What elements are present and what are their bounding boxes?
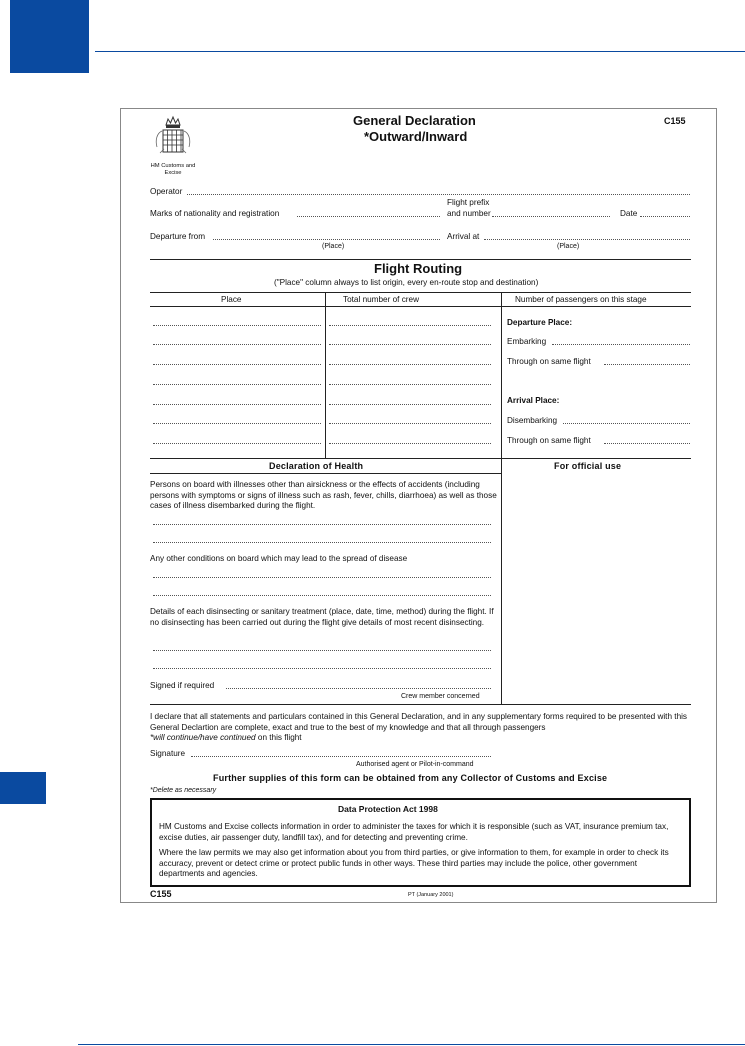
arrival-place-heading: Arrival Place: [507,396,560,405]
through-label: Through on same flight [507,436,591,445]
health-answer-1b[interactable] [153,542,491,543]
place-row-field[interactable] [153,423,321,424]
through-label: Through on same flight [507,357,591,366]
routing-col-divider [501,292,502,704]
crew-row-field[interactable] [329,423,491,424]
col-passengers-header: Number of passengers on this stage [515,295,647,304]
crew-signature-field[interactable] [226,688,491,689]
routing-title: Flight Routing [374,261,463,276]
side-tab-marker [0,772,46,804]
header-rule [95,51,745,52]
health-answer-2b[interactable] [153,595,491,596]
signed-if-required-label: Signed if required [150,681,215,690]
date-field[interactable] [640,216,690,217]
col-crew-header: Total number of crew [343,295,419,304]
disembarking-label: Disembarking [507,416,558,425]
form-subtitle: *Outward/Inward [364,129,468,144]
footer-version: PT (January 2001) [408,892,454,898]
footer-form-code: C155 [150,889,172,899]
data-protection-para-2: Where the law permits we may also get information about you from third parties, or give information to them, for example in order to check its accuracy, prevent or detect crime or protect public funds in other ways. These third parties may include the police, other government departments and agencies. [159,848,669,878]
arrival-place-hint: (Place) [557,243,580,250]
crew-row-field[interactable] [329,404,491,405]
crew-member-caption: Crew member concerned [401,693,480,700]
place-row-field[interactable] [153,443,321,444]
health-header-rule [150,473,501,474]
embarking-field[interactable] [552,344,690,345]
routing-header-rule [150,306,691,307]
operator-field[interactable] [187,194,690,195]
flight-prefix-label: Flight prefix [447,198,490,207]
crest-caption: HM Customs and Excise [150,163,196,176]
data-protection-para-1: HM Customs and Excise collects information in order to administer the taxes for which it is responsible (such as VAT, insurance premium tax, excise duties, air passenger duty, landfill tax), and for detecting and preventing crime. [159,822,669,842]
crew-row-field[interactable] [329,443,491,444]
crew-row-field[interactable] [329,325,491,326]
disembarking-field[interactable] [563,423,690,424]
declaration-text: I declare that all statements and particulars contained in this General Declaration, and in any supplementary forms required to be presented with this General Declartion are complete, exact and true to the best of my knowledge and that all through passengers *will continue/have continued on this flight [150,712,688,742]
place-row-field[interactable] [153,344,321,345]
departure-from-field[interactable] [213,239,440,240]
health-title: Declaration of Health [269,461,364,471]
routing-col-divider [325,292,326,458]
health-answer-3b[interactable] [153,668,491,669]
crew-row-field[interactable] [329,344,491,345]
place-row-field[interactable] [153,404,321,405]
signature-label: Signature [150,749,186,758]
health-section-bottom [150,704,691,705]
marks-label: Marks of nationality and registration [150,209,280,218]
divider [150,259,691,260]
place-row-field[interactable] [153,364,321,365]
arrival-at-field[interactable] [484,239,690,240]
data-protection-box [150,798,691,887]
form-title: General Declaration [353,113,476,128]
and-number-label: and number [447,209,491,218]
hm-customs-crest-icon [151,115,195,161]
health-question-1: Persons on board with illnesses other than airsickness or the effects of accidents (including persons with symptoms or signs of illness such as rash, fever, chills, diarrhoea) as well as those cases of illness disembarked during the flight. [150,480,497,510]
marks-field[interactable] [297,216,440,217]
through-departure-field[interactable] [604,364,690,365]
crew-row-field[interactable] [329,364,491,365]
crew-row-field[interactable] [329,384,491,385]
routing-table-bottom [150,458,691,459]
official-use-title: For official use [554,461,622,471]
general-declaration-form [120,108,717,903]
date-label: Date [620,209,638,218]
flight-number-field[interactable] [492,216,610,217]
health-answer-1a[interactable] [153,524,491,525]
further-supplies-text: Further supplies of this form can be obtained from any Collector of Customs and Excise [213,773,608,783]
departure-place-heading: Departure Place: [507,318,573,327]
data-protection-title: Data Protection Act 1998 [338,804,438,814]
health-answer-3a[interactable] [153,650,491,651]
health-question-2: Any other conditions on board which may lead to the spread of disease [150,554,408,563]
corner-color-block [10,0,89,73]
routing-table-top [150,292,691,293]
embarking-label: Embarking [507,337,547,346]
delete-note: *Delete as necessary [150,787,217,794]
health-question-3: Details of each disinsecting or sanitary treatment (place, date, time, method) during the flight. If no disinsecting has been carried out during the flight give details of most recent disinsecting. [150,607,494,627]
form-code: C155 [664,116,686,126]
departure-from-label: Departure from [150,232,206,241]
authorised-caption: Authorised agent or Pilot-in-command [356,761,474,768]
arrival-at-label: Arrival at [447,232,480,241]
departure-place-hint: (Place) [322,243,345,250]
place-row-field[interactable] [153,325,321,326]
routing-note: ("Place" column always to list origin, every en-route stop and destination) [274,278,539,287]
place-row-field[interactable] [153,384,321,385]
col-place-header: Place [221,295,242,304]
operator-label: Operator [150,187,183,196]
through-arrival-field[interactable] [604,443,690,444]
signature-field[interactable] [191,756,491,757]
footer-rule [78,1044,745,1045]
health-answer-2a[interactable] [153,577,491,578]
